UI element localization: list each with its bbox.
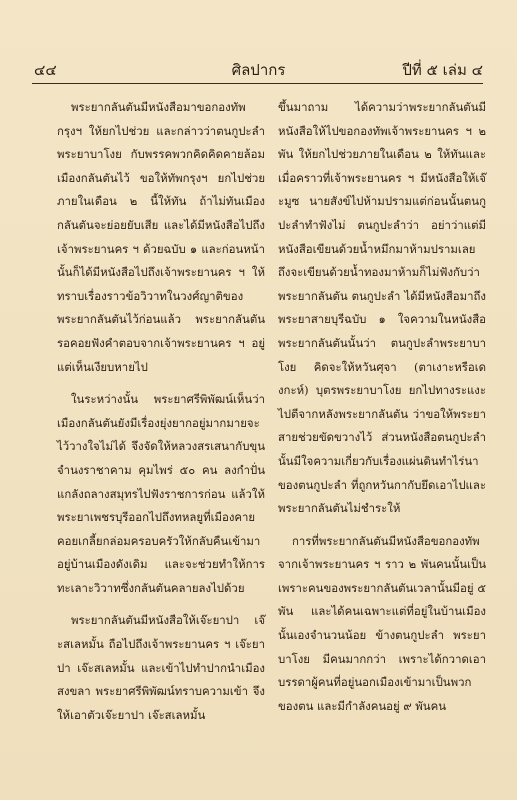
journal-title: ศิลปากร bbox=[231, 61, 286, 79]
page-header bbox=[34, 58, 483, 82]
paragraph: พระยากลันตันมีหนังสือมาขอกองทัพกรุงฯ ให้ยกไปช่วย และกล่าวว่าตนกูปะลำพระยาบาโงย กับพรรคพวกคิดคิดคายล้อมเมืองกลันตันไว้ ขอให้ทัพกรุงฯ ยกไปช่วยภายในเดือน ๒ นี้ให้ทัน ถ้าไม่ทันเมืองกลันตันจะย่อยยับเสีย และได้มีหนังสือไปถึงเจ้าพระยานคร ฯ ด้วยฉบับ ๑ และก่อนหน้านั้นก็ได้มีหนังสือไปถึงเจ้าพระยานคร ฯ ให้ทราบเรื่องราวข้อวิวาทในวงศ์ญาติของพระยากลันตันไว้ก่อนแล้ว พระยากลันตันรอคอยฟังคำตอบจากเจ้าพระยานคร ฯ อยู่แต่เห็นเงียบหายไป bbox=[57, 100, 265, 374]
right-column bbox=[278, 96, 486, 718]
paragraph: ขึ้นมาถาม ได้ความว่าพระยากลันตันมีหนังสือให้ไปขอกองทัพเจ้าพระยานคร ฯ ๒ พัน ให้ยกไปช่วยภายในเดือน ๒ ให้ทันและเมื่อคราวที่เจ้าพระยานคร ฯ มีหนังสือให้เจ๊ะมูซ นายสังข์ไปห้ามปรามแต่ก่อนนั้นตนกูปะลำทำฟังไม่ ตนกูปะลำว่า อย่าว่าแต่มีหนังสือเขียนด้วยน้ำหมึกมาห้ามปรามเลย ถึงจะเขียนด้วยน้ำทองมาห้ามก็ไม่ฟังกับว่าพระยากลันตัน ตนกูปะลำ ได้มีหนังสือมาถึงพระยาสายบุรีฉบับ ๑ ใจความในหนังสือพระยากลันตันนั้นว่า ตนกูปะลำพระยาบาโงย คิดจะให้หวันศุจา (ตาเงาะหรือเดงกะห์) บุตรพระยาบาโงย ยกไปทางระแงะไปตีจากหลังพระยากลันตัน ว่าขอให้พระยาสายช่วยขัดขวางไว้ ส่วนหนังสือตนกูปะลำนั้นมีใจความเกี่ยวกับเรื่องแผ่นดินทำไร่นาของตนกูปะลำ ที่ถูกหวันกากับยึดเอาไปและพระยากลันตันไม่ชำระให้ bbox=[278, 100, 486, 516]
paragraph: การที่พระยากลันตันมีหนังสือขอกองทัพจากเจ้าพระยานคร ฯ ราว ๒ พันคนนั้นเป็นเพราะคนของพระยากลันตันเวลานั้นมีอยู่ ๕ พัน และได้คนเฉพาะแต่ที่อยู่ในบ้านเมืองนั้นเองจำนวนน้อย ข้างตนกูปะลำ พระยาบาโงย มีคนมากกว่า เพราะได้กวาดเอาบรรดาผู้คนที่อยู่นอกเมืองเข้ามาเป็นพวกของตน และมีกำลังคนอยู่ ๙ พันคน bbox=[278, 533, 486, 713]
header-rule bbox=[32, 83, 483, 84]
left-column bbox=[57, 96, 265, 727]
issue-label: ปีที่ ๕ เล่ม ๔ bbox=[402, 61, 483, 79]
paragraph: ในระหว่างนั้น พระยาศรีพิพัฒน์เห็นว่าเมืองกลันตันยังมีเรื่องยุ่งยากอยู่มากมายจะไว้วางใจไม่ได้ จึงจัดให้หลวงสรเสนากับขุนจำนงราชาคาม คุมไพร่ ๕๐ คน ลงกำปั่นแกลังถลางสมุทรไปฟังราชการก่อน แล้วให้พระยาเพชรบุรีออกไปถึงทหลยูที่เมืองคาย คอยเกลี้ยกล่อมครอบครัวให้กลับคืนเข้ามาอยู่บ้านเมืองดังเดิม และจะช่วยทำให้การทะเลาะวิวาทซึ่งกลันตันคลายลงไปด้วย bbox=[57, 392, 265, 595]
page-number: ๔๔ bbox=[34, 61, 57, 79]
paragraph: พระยากลันตันมีหนังสือให้เจ๊ะยาปา เจ๊ะสเลหมั้น ถือไปถึงเจ้าพระยานคร ฯ เจ๊ะยาปา เจ๊ะสเลหมั้น และเข้าไปทำปากนำเมืองสงขลา พระยาศรีพิพัฒน์ทราบความเข้า จึงให้เอาตัวเจ๊ะยาปา เจ๊ะสเลหมั้น bbox=[57, 613, 265, 722]
